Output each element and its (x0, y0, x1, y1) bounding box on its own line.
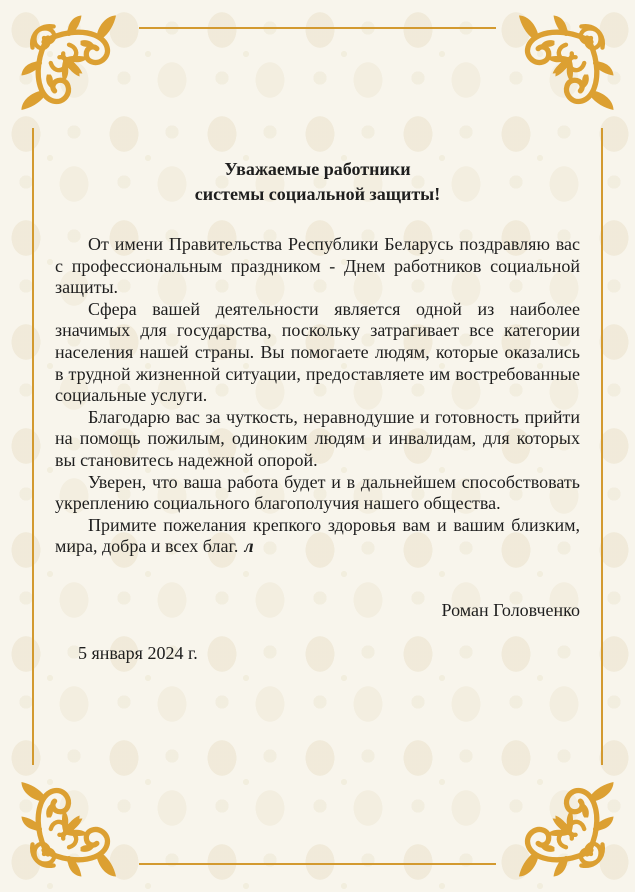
letter-paragraph-text: Примите пожелания крепкого здоровья вам и вашим близким, мира, добра и всех благ. (55, 514, 580, 557)
border-line-bottom (139, 863, 496, 865)
letter-body (55, 234, 580, 558)
letter-paragraph: Уверен, что ваша работа будет и в дальнейшем способствовать укреплению социального благополучия нашего общества. (55, 471, 580, 514)
border-line-left (32, 128, 34, 765)
signature-name: Роман Головченко (441, 599, 580, 620)
letter-paragraph: От имени Правительства Республики Беларусь поздравляю вас с профессиональным праздником - Днем работников социальной защиты. (55, 234, 580, 298)
border-line-right (601, 128, 603, 765)
letter-paragraph (55, 515, 580, 558)
letter-title-line2: системы социальной защиты! (194, 184, 441, 204)
letter-title (55, 157, 580, 207)
letter-paragraph: Сфера вашей деятельности является одной из наиболее значимых для государства, поскольку затрагивает все категории населения нашей страны. Вы помогаете людям, которые оказались в трудной жизненной ситуации, предоставляете им востребованные социальные услуги. (55, 298, 580, 406)
letter-content (55, 0, 580, 664)
letter-paragraph: Благодарю вас за чуткость, неравнодушие и готовность прийти на помощь пожилым, одиноким людям и инвалидам, для которых вы становитесь надежной опорой. (55, 406, 580, 470)
stray-letter: л (244, 536, 254, 557)
letter-title-line1: Уважаемые работники (224, 159, 411, 179)
gold-floral-corner-icon-bottom-right (518, 781, 614, 877)
letter-date: 5 января 2024 г. (78, 642, 198, 663)
gold-floral-corner-icon-bottom-left (21, 781, 117, 877)
